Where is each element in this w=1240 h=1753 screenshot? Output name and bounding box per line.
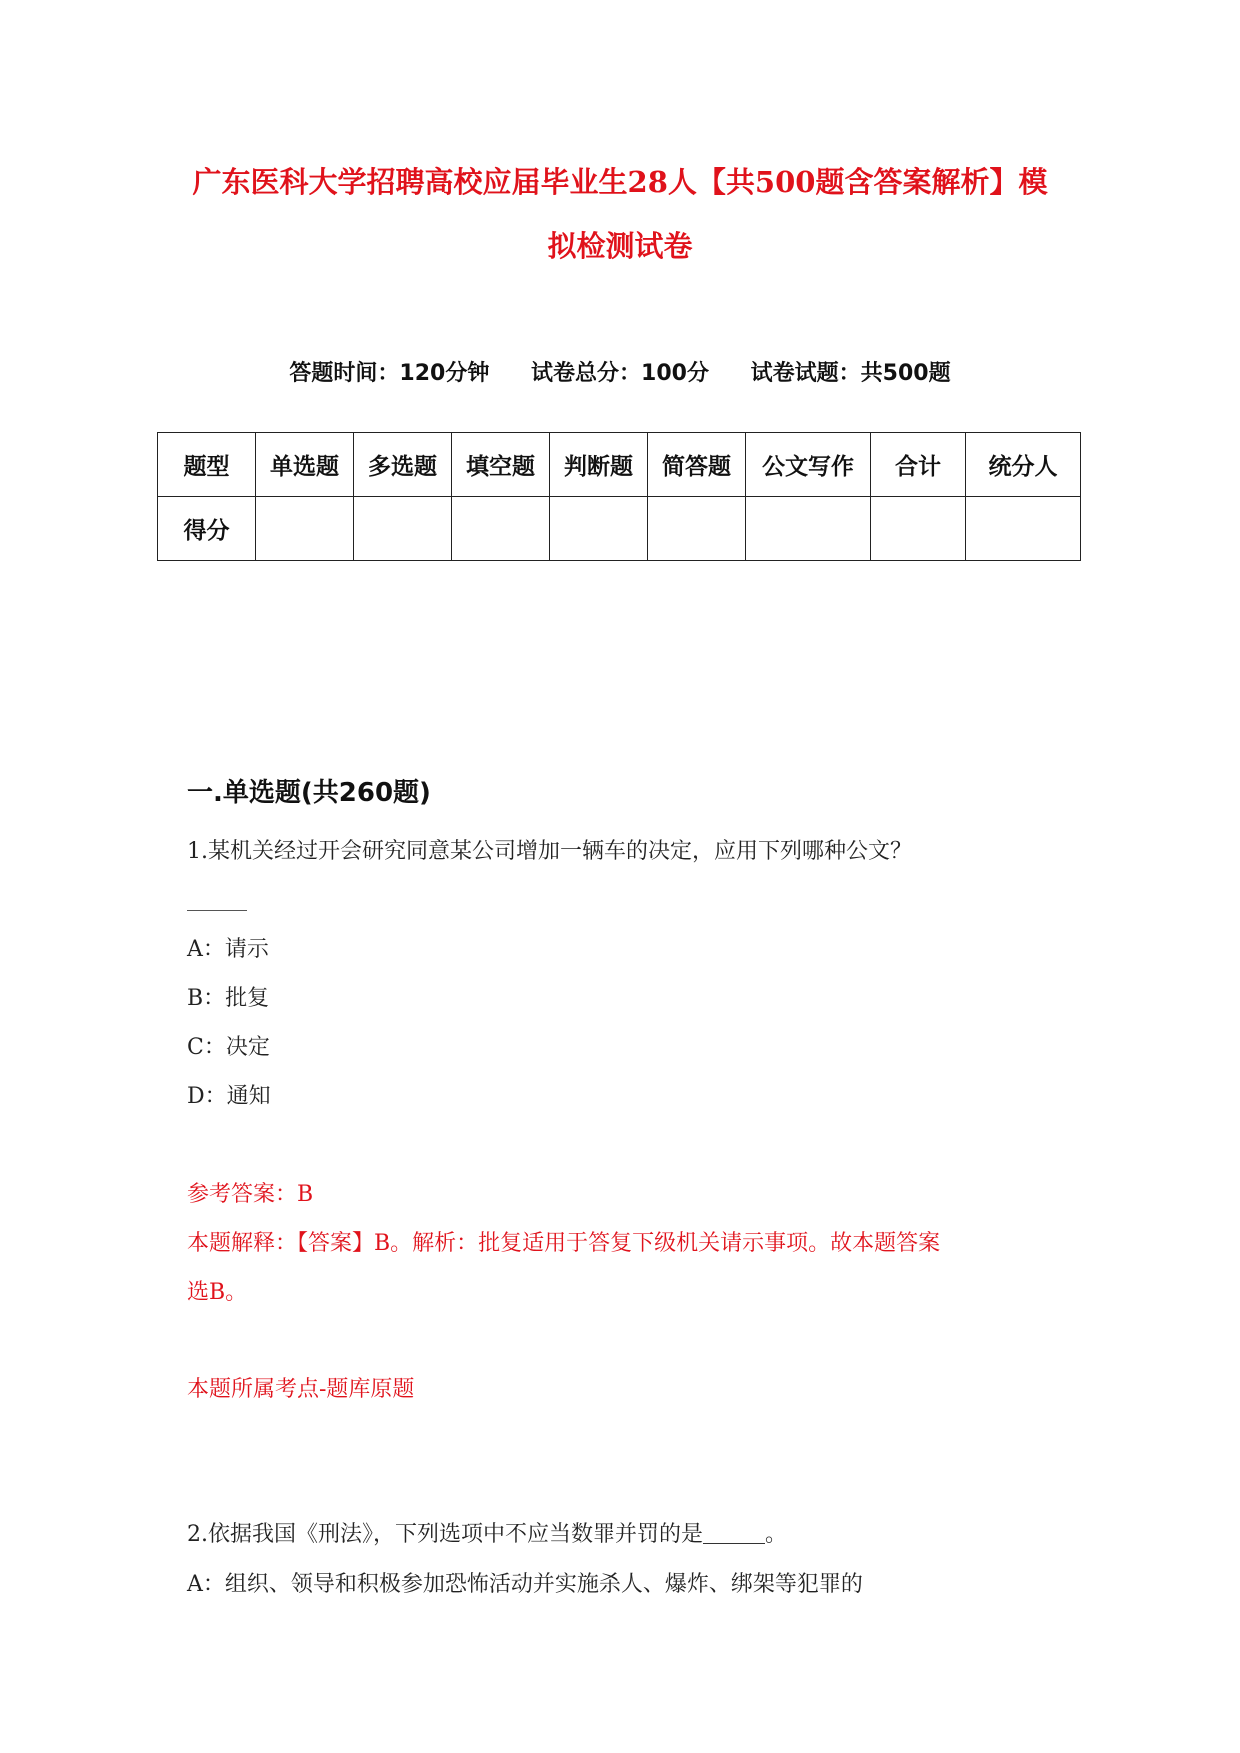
question-1-topic: 本题所属考点-题库原题 bbox=[187, 1377, 415, 1402]
header-cell: 统分人 bbox=[966, 433, 1081, 497]
score-table-score-row bbox=[158, 497, 1081, 561]
row-label-cell: 得分 bbox=[158, 497, 256, 561]
score-cell bbox=[256, 497, 354, 561]
header-cell: 简答题 bbox=[648, 433, 746, 497]
question-1-explanation-line-1: 本题解释：【答案】B。解析：批复适用于答复下级机关请示事项。故本题答案 bbox=[187, 1231, 941, 1256]
answer-blank-line bbox=[187, 910, 247, 911]
score-cell bbox=[966, 497, 1081, 561]
question-1-option-a: A：请示 bbox=[187, 937, 269, 962]
header-cell: 公文写作 bbox=[746, 433, 871, 497]
question-2-text-main: 2.依据我国《刑法》，下列选项中不应当数罪并罚的是 bbox=[187, 1522, 703, 1547]
question-2-text bbox=[187, 1517, 787, 1548]
question-1-answer: 参考答案：B bbox=[187, 1182, 314, 1207]
score-cell bbox=[871, 497, 966, 561]
title-line-1: 广东医科大学招聘高校应届毕业生28人【共500题含答案解析】模 bbox=[192, 165, 1048, 199]
header-cell: 合计 bbox=[871, 433, 966, 497]
question-1-explanation-line-2: 选B。 bbox=[187, 1280, 248, 1305]
question-2-text-end: 。 bbox=[765, 1522, 788, 1547]
exam-total-score: 试卷总分：100分 bbox=[531, 361, 709, 386]
question-2-option-a: A：组织、领导和积极参加恐怖活动并实施杀人、爆炸、绑架等犯罪的 bbox=[187, 1572, 863, 1597]
score-cell bbox=[648, 497, 746, 561]
title-line-2: 拟检测试卷 bbox=[547, 229, 693, 263]
exam-total-questions: 试卷试题：共500题 bbox=[750, 361, 951, 386]
section-title: 一.单选题(共260题) bbox=[187, 778, 431, 808]
header-cell: 单选题 bbox=[256, 433, 354, 497]
header-cell: 题型 bbox=[158, 433, 256, 497]
header-cell: 填空题 bbox=[452, 433, 550, 497]
score-table bbox=[157, 432, 1081, 561]
score-cell bbox=[746, 497, 871, 561]
exam-time: 答题时间：120分钟 bbox=[289, 361, 490, 386]
score-cell bbox=[354, 497, 452, 561]
header-cell: 多选题 bbox=[354, 433, 452, 497]
score-cell bbox=[550, 497, 648, 561]
question-1-option-c: C：决定 bbox=[187, 1035, 270, 1060]
question-1-option-d: D：通知 bbox=[187, 1084, 271, 1109]
score-table-header-row bbox=[158, 433, 1081, 497]
answer-blank bbox=[703, 1542, 765, 1544]
header-cell: 判断题 bbox=[550, 433, 648, 497]
question-1-text: 1.某机关经过开会研究同意某公司增加一辆车的决定，应用下列哪种公文？ bbox=[187, 839, 912, 864]
question-1-option-b: B：批复 bbox=[187, 986, 270, 1011]
document-title bbox=[170, 150, 1070, 278]
score-cell bbox=[452, 497, 550, 561]
exam-meta bbox=[0, 356, 1240, 387]
